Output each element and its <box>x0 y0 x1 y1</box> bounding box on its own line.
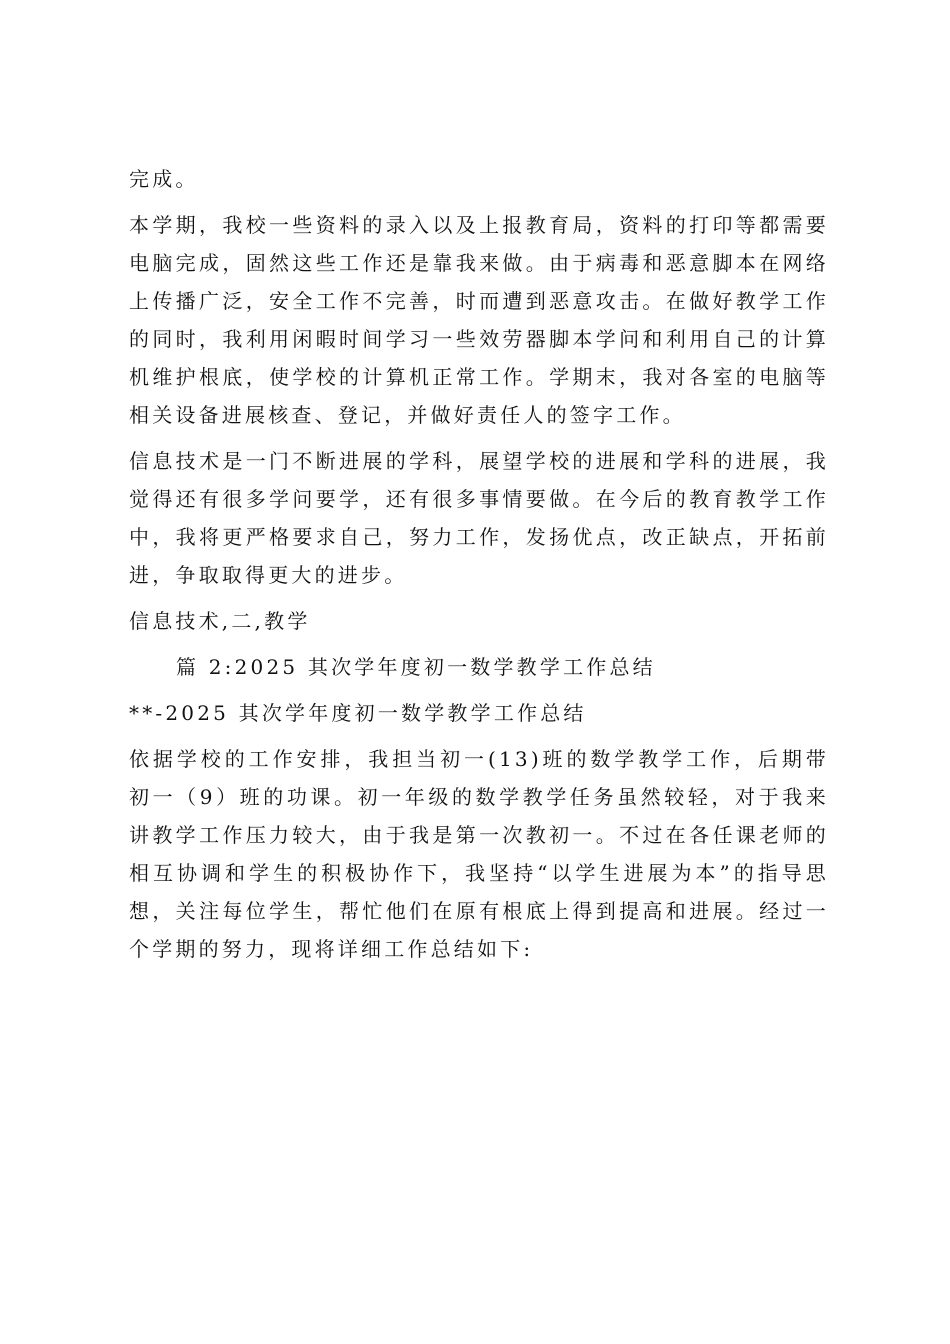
paragraph-completion: 完成。 <box>129 167 199 191</box>
document-subtitle: **-2025 其次学年度初一数学教学工作总结 <box>129 701 587 725</box>
paragraph-introduction: 依据学校的工作安排，我担当初一(13)班的数学教学工作，后期带初一（9）班的功课。初一年级的数学教学任务虽然较轻，对于我来讲教学工作压力较大，由于我是第一次教初一。不过在各任课老师的相互协调和学生的积极协作下，我坚持“以学生进展为本”的指导思想，关注每位学生，帮忙他们在原有根底上得到提高和进展。经过一个学期的努力，现将详细工作总结如下: <box>129 747 829 961</box>
keywords-line: 信息技术,二,教学 <box>129 609 311 633</box>
document-body <box>129 160 829 968</box>
section-title: 篇 2:2025 其次学年度初一数学教学工作总结 <box>176 655 656 679</box>
paragraph-outlook: 信息技术是一门不断进展的学科，展望学校的进展和学科的进展，我觉得还有很多学问要学，还有很多事情要做。在今后的教育教学工作中，我将更严格要求自己，努力工作，发扬优点，改正缺点，开拓前进，争取取得更大的进步。 <box>129 449 829 587</box>
paragraph-computer-work: 本学期，我校一些资料的录入以及上报教育局，资料的打印等都需要电脑完成，固然这些工作还是靠我来做。由于病毒和恶意脚本在网络上传播广泛，安全工作不完善，时而遭到恶意攻击。在做好教学工作的同时，我利用闲暇时间学习一些效劳器脚本学问和利用自己的计算机维护根底，使学校的计算机正常工作。学期末，我对各室的电脑等相关设备进展核查、登记，并做好责任人的签字工作。 <box>129 213 829 427</box>
